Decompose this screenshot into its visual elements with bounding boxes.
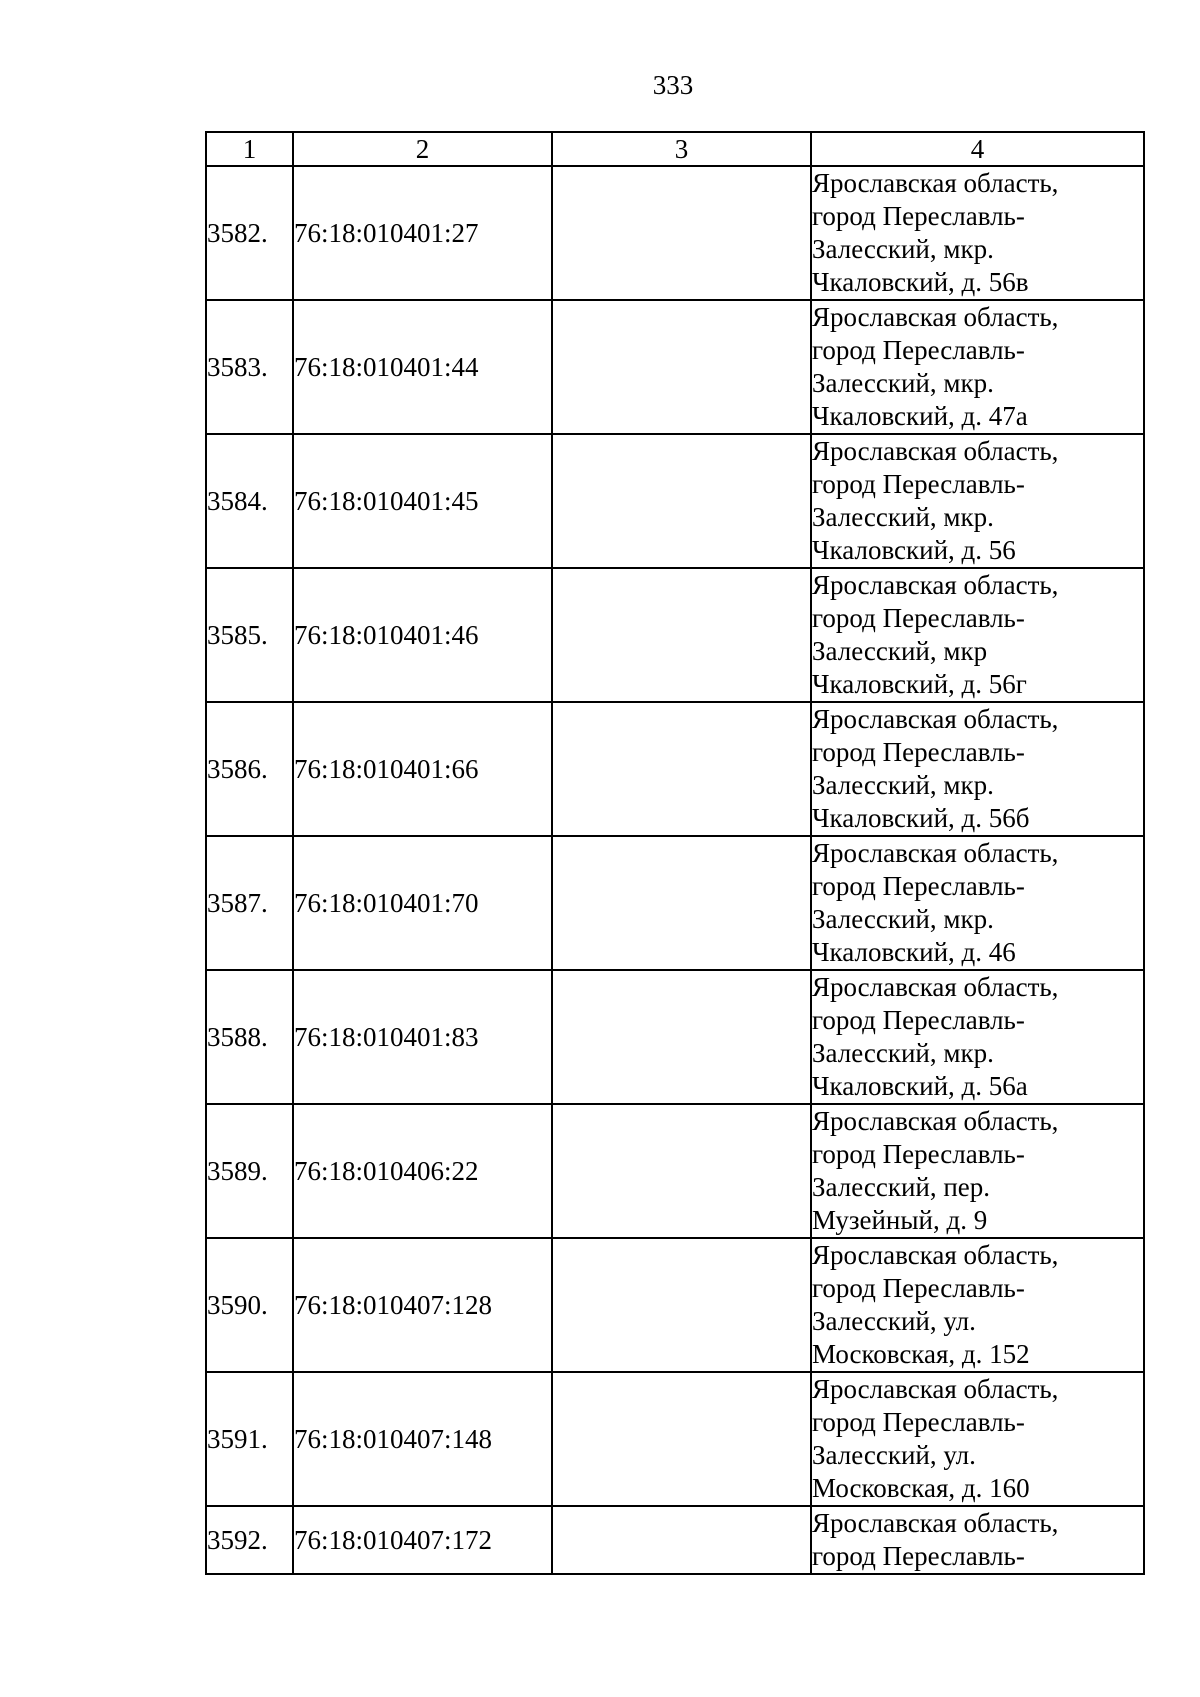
row-number: 3592. bbox=[206, 1506, 293, 1574]
address-line: Ярославская область, bbox=[812, 570, 1059, 600]
address-line: Ярославская область, bbox=[812, 436, 1059, 466]
column-3-cell bbox=[552, 836, 811, 970]
address-cell bbox=[811, 300, 1144, 434]
table-row bbox=[206, 434, 1144, 568]
table-row bbox=[206, 836, 1144, 970]
column-header-4: 4 bbox=[811, 132, 1144, 166]
address-line: Залесский, мкр. bbox=[812, 770, 994, 800]
address-line: Ярославская область, bbox=[812, 1106, 1059, 1136]
cadastral-number: 76:18:010401:46 bbox=[293, 568, 552, 702]
row-number: 3590. bbox=[206, 1238, 293, 1372]
address-line: город Переславль- bbox=[812, 1407, 1025, 1437]
table-row bbox=[206, 1104, 1144, 1238]
cadastral-number: 76:18:010401:66 bbox=[293, 702, 552, 836]
address-line: город Переславль- bbox=[812, 469, 1025, 499]
cadastral-number: 76:18:010407:172 bbox=[293, 1506, 552, 1574]
column-3-cell bbox=[552, 1506, 811, 1574]
row-number: 3589. bbox=[206, 1104, 293, 1238]
table-row bbox=[206, 166, 1144, 300]
cadastral-number: 76:18:010401:70 bbox=[293, 836, 552, 970]
address-cell bbox=[811, 166, 1144, 300]
address-line: Музейный, д. 9 bbox=[812, 1205, 988, 1235]
column-3-cell bbox=[552, 1238, 811, 1372]
address-line: город Переславль- bbox=[812, 603, 1025, 633]
address-line: Залесский, мкр. bbox=[812, 234, 994, 264]
address-line: Ярославская область, bbox=[812, 1240, 1059, 1270]
address-line: Чкаловский, д. 56б bbox=[812, 803, 1030, 833]
cadastral-number: 76:18:010401:44 bbox=[293, 300, 552, 434]
column-3-cell bbox=[552, 434, 811, 568]
address-line: Московская, д. 152 bbox=[812, 1339, 1030, 1369]
column-3-cell bbox=[552, 166, 811, 300]
cadastral-number: 76:18:010406:22 bbox=[293, 1104, 552, 1238]
column-3-cell bbox=[552, 1104, 811, 1238]
address-cell bbox=[811, 1104, 1144, 1238]
row-number: 3587. bbox=[206, 836, 293, 970]
address-line: город Переславль- bbox=[812, 335, 1025, 365]
page-number: 333 bbox=[652, 70, 694, 100]
address-line: Залесский, ул. bbox=[812, 1440, 976, 1470]
address-cell bbox=[811, 434, 1144, 568]
table-row bbox=[206, 970, 1144, 1104]
address-line: город Переславль- bbox=[812, 1541, 1025, 1571]
address-line: Московская, д. 160 bbox=[812, 1473, 1030, 1503]
address-line: Ярославская область, bbox=[812, 972, 1059, 1002]
address-line: Ярославская область, bbox=[812, 302, 1059, 332]
address-cell bbox=[811, 568, 1144, 702]
row-number: 3584. bbox=[206, 434, 293, 568]
address-line: Ярославская область, bbox=[812, 1374, 1059, 1404]
address-cell bbox=[811, 1506, 1144, 1574]
cadastral-number: 76:18:010407:148 bbox=[293, 1372, 552, 1506]
row-number: 3583. bbox=[206, 300, 293, 434]
cadastral-number: 76:18:010401:27 bbox=[293, 166, 552, 300]
address-line: Чкаловский, д. 56 bbox=[812, 535, 1016, 565]
table-header-row bbox=[206, 132, 1144, 166]
table-row bbox=[206, 300, 1144, 434]
address-line: город Переславль- bbox=[812, 201, 1025, 231]
address-line: Залесский, мкр. bbox=[812, 1038, 994, 1068]
address-line: Ярославская область, bbox=[812, 838, 1059, 868]
address-cell bbox=[811, 702, 1144, 836]
address-line: город Переславль- bbox=[812, 871, 1025, 901]
address-line: Залесский, мкр bbox=[812, 636, 988, 666]
address-cell bbox=[811, 1238, 1144, 1372]
row-number: 3588. bbox=[206, 970, 293, 1104]
address-line: Чкаловский, д. 56г bbox=[812, 669, 1027, 699]
column-3-cell bbox=[552, 702, 811, 836]
address-line: Чкаловский, д. 47а bbox=[812, 401, 1028, 431]
address-line: Залесский, пер. bbox=[812, 1172, 991, 1202]
address-line: город Переславль- bbox=[812, 1273, 1025, 1303]
row-number: 3585. bbox=[206, 568, 293, 702]
cadastral-number: 76:18:010401:83 bbox=[293, 970, 552, 1104]
address-line: город Переславль- bbox=[812, 1005, 1025, 1035]
address-cell bbox=[811, 970, 1144, 1104]
row-number: 3582. bbox=[206, 166, 293, 300]
address-line: город Переславль- bbox=[812, 1139, 1025, 1169]
column-header-2: 2 bbox=[293, 132, 552, 166]
column-header-3: 3 bbox=[552, 132, 811, 166]
address-line: Ярославская область, bbox=[812, 704, 1059, 734]
column-header-1: 1 bbox=[206, 132, 293, 166]
address-line: Залесский, мкр. bbox=[812, 904, 994, 934]
cadastral-number: 76:18:010407:128 bbox=[293, 1238, 552, 1372]
cadastral-number: 76:18:010401:45 bbox=[293, 434, 552, 568]
table-row bbox=[206, 1506, 1144, 1574]
table-row bbox=[206, 568, 1144, 702]
registry-table bbox=[205, 131, 1145, 1575]
address-line: Залесский, мкр. bbox=[812, 502, 994, 532]
address-line: Чкаловский, д. 56а bbox=[812, 1071, 1028, 1101]
table-row bbox=[206, 1372, 1144, 1506]
row-number: 3591. bbox=[206, 1372, 293, 1506]
address-line: Ярославская область, bbox=[812, 168, 1059, 198]
address-line: Залесский, мкр. bbox=[812, 368, 994, 398]
address-cell bbox=[811, 1372, 1144, 1506]
column-3-cell bbox=[552, 300, 811, 434]
address-line: Чкаловский, д. 56в bbox=[812, 267, 1029, 297]
address-line: Чкаловский, д. 46 bbox=[812, 937, 1016, 967]
table-row bbox=[206, 1238, 1144, 1372]
address-line: город Переславль- bbox=[812, 737, 1025, 767]
column-3-cell bbox=[552, 970, 811, 1104]
address-line: Ярославская область, bbox=[812, 1508, 1059, 1538]
column-3-cell bbox=[552, 568, 811, 702]
column-3-cell bbox=[552, 1372, 811, 1506]
table-row bbox=[206, 702, 1144, 836]
address-cell bbox=[811, 836, 1144, 970]
row-number: 3586. bbox=[206, 702, 293, 836]
address-line: Залесский, ул. bbox=[812, 1306, 976, 1336]
